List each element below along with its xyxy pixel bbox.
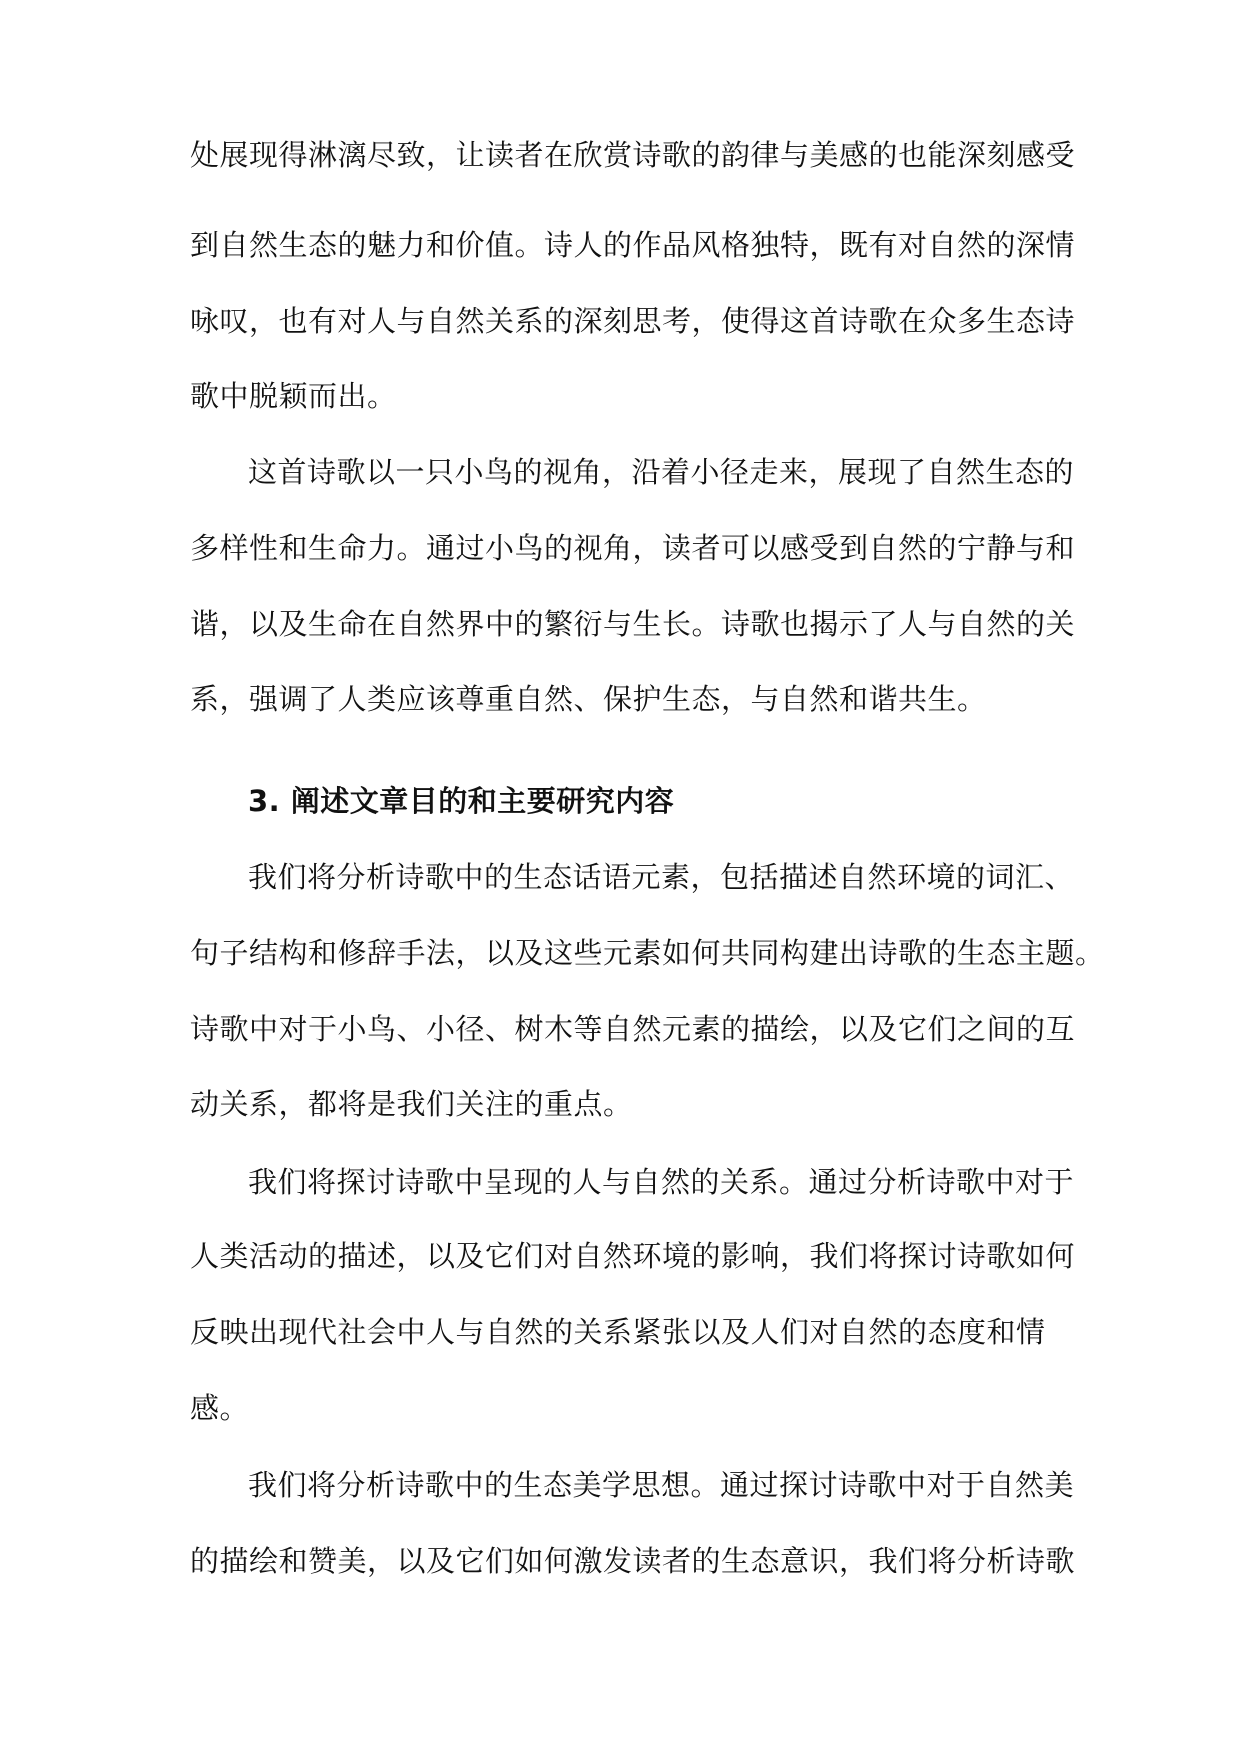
paragraph-line: 诗歌中对于小鸟、小径、树木等自然元素的描绘，以及它们之间的互 xyxy=(190,1012,1076,1046)
paragraph-line: 处展现得淋漓尽致，让读者在欣赏诗歌的韵律与美感的也能深刻感受 xyxy=(190,138,1076,172)
paragraph-line: 我们将分析诗歌中的生态美学思想。通过探讨诗歌中对于自然美 xyxy=(248,1468,1075,1502)
paragraph-line: 多样性和生命力。通过小鸟的视角，读者可以感受到自然的宁静与和 xyxy=(190,531,1076,565)
paragraph-line: 我们将探讨诗歌中呈现的人与自然的关系。通过分析诗歌中对于 xyxy=(248,1165,1075,1199)
paragraph-line: 的描绘和赞美，以及它们如何激发读者的生态意识，我们将分析诗歌 xyxy=(190,1544,1076,1578)
paragraph-line: 人类活动的描述，以及它们对自然环境的影响，我们将探讨诗歌如何 xyxy=(190,1239,1076,1273)
paragraph-line: 这首诗歌以一只小鸟的视角，沿着小径走来，展现了自然生态的 xyxy=(248,455,1075,489)
section-heading: 3. 阐述文章目的和主要研究内容 xyxy=(248,784,675,818)
paragraph-line: 反映出现代社会中人与自然的关系紧张以及人们对自然的态度和情 xyxy=(190,1315,1046,1349)
paragraph-line: 谐，以及生命在自然界中的繁衍与生长。诗歌也揭示了人与自然的关 xyxy=(190,607,1076,641)
paragraph-line: 歌中脱颖而出。 xyxy=(190,379,397,413)
paragraph-line: 我们将分析诗歌中的生态话语元素，包括描述自然环境的词汇、 xyxy=(248,860,1075,894)
paragraph-line: 句子结构和修辞手法，以及这些元素如何共同构建出诗歌的生态主题。 xyxy=(190,936,1105,970)
paragraph-line: 感。 xyxy=(190,1391,250,1425)
paragraph-line: 动关系，都将是我们关注的重点。 xyxy=(190,1087,633,1121)
paragraph-line: 咏叹，也有对人与自然关系的深刻思考，使得这首诗歌在众多生态诗 xyxy=(190,304,1076,338)
paragraph-line: 系，强调了人类应该尊重自然、保护生态，与自然和谐共生。 xyxy=(190,682,987,716)
paragraph-line: 到自然生态的魅力和价值。诗人的作品风格独特，既有对自然的深情 xyxy=(190,228,1076,262)
